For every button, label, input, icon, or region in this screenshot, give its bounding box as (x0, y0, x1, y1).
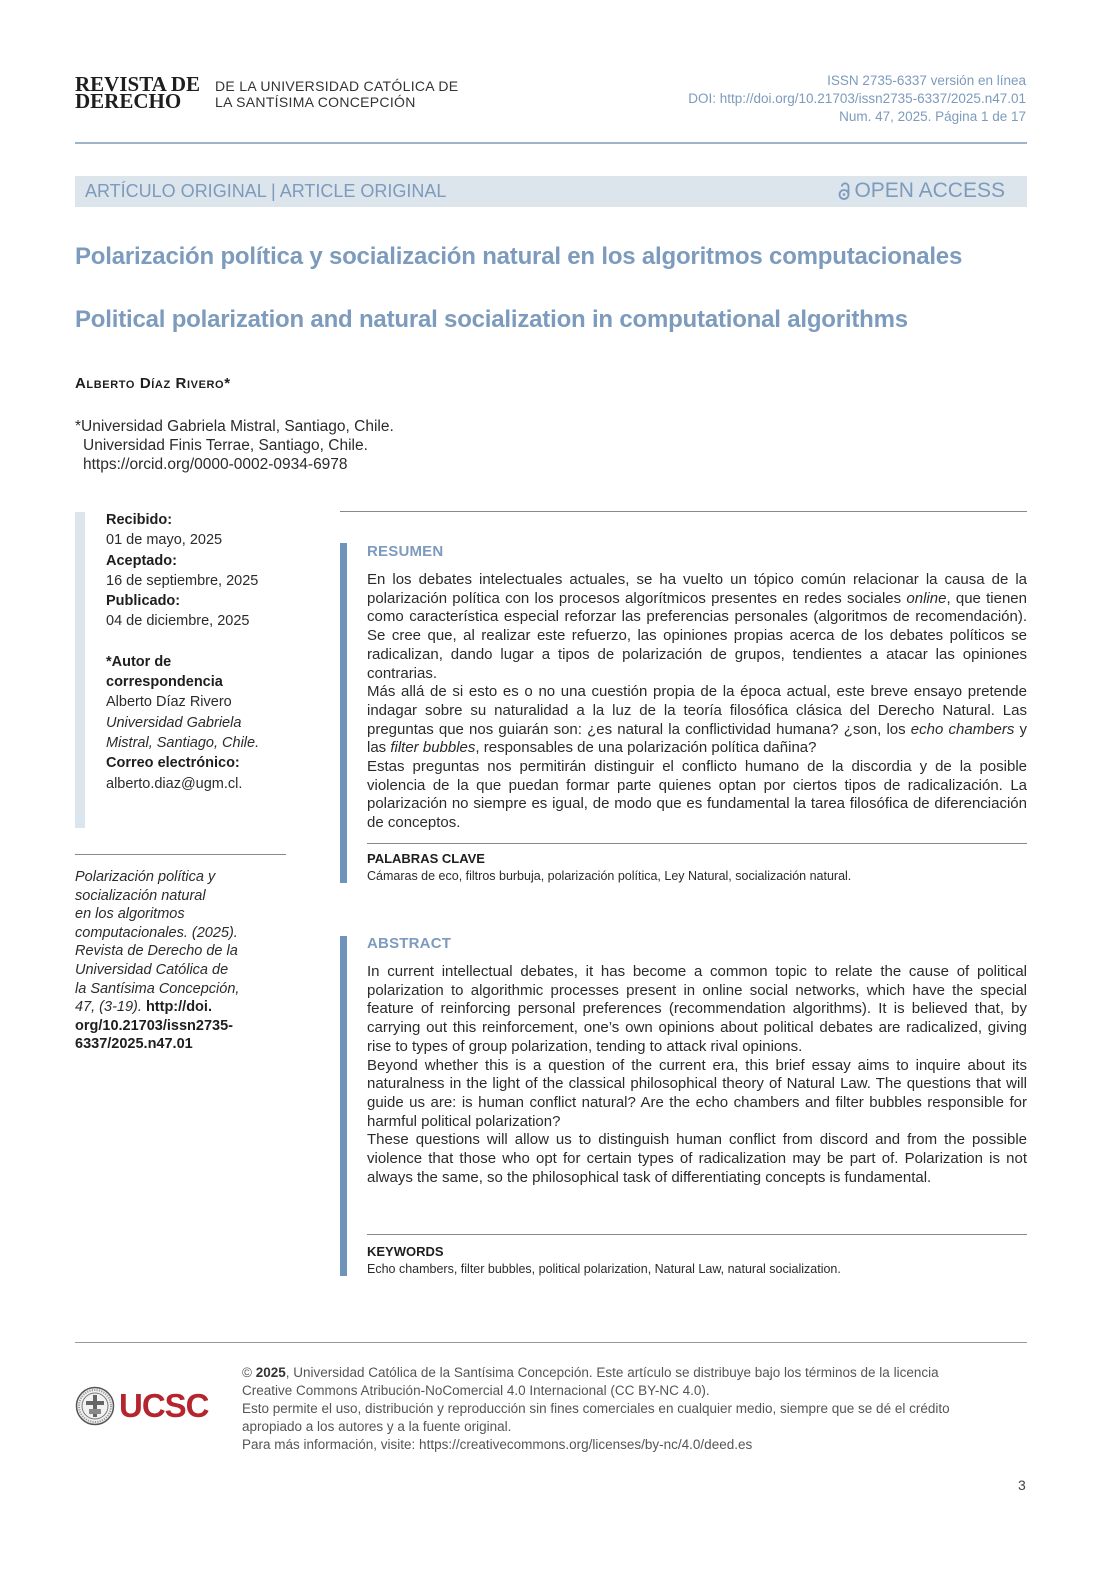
citation-line: en los algoritmos (75, 906, 185, 923)
article-type-band (75, 176, 1027, 207)
article-type: ARTÍCULO ORIGINAL | ARTICLE ORIGINAL (85, 181, 447, 201)
corresponding-label-1: *Autor de (106, 653, 172, 670)
citation-doi-1[interactable]: http://doi. (145, 999, 212, 1016)
palabras-clave-list: Cámaras de eco, filtros burbuja, polarización política, Ley Natural, socialización natural. (367, 869, 852, 883)
published-date: 04 de diciembre, 2025 (106, 613, 250, 630)
author-affiliations (75, 417, 394, 474)
ucsc-logo (75, 1386, 209, 1426)
open-access-text: OPEN ACCESS (854, 179, 1005, 202)
accepted-label: Aceptado: (106, 552, 177, 569)
citation-line: Universidad Católica de (75, 961, 229, 978)
header-divider (75, 142, 1027, 144)
email-link[interactable]: alberto.diaz@ugm.cl. (106, 775, 243, 792)
keywords-divider (367, 1234, 1027, 1235)
journal-name-line1: REVISTA DE (75, 72, 201, 96)
abstract-paragraph-1: In current intellectual debates, it has become a common topic to relate the cause of political polarization to algorithmic processes present in online social networks, which have the special feature of reinforcing personal preferences (recommendation algorithms). It is believed that, by carrying out this reinforcement, one’s own opinions about political debates are radicalized, giving rise to types of group polarization, tending to attack rival opinions. (367, 963, 1027, 1055)
copyright-symbol: © (242, 1365, 252, 1380)
abstract-heading: ABSTRACT (367, 935, 452, 952)
affiliation-2: Universidad Finis Terrae, Santiago, Chile. (83, 437, 368, 454)
resumen-accent-bar (340, 543, 347, 883)
citation-line: socialización natural (75, 887, 206, 904)
issn-block (688, 72, 1026, 126)
corresponding-affil-1: Universidad Gabriela (106, 714, 242, 731)
resumen-paragraph-1: En los debates intelectuales actuales, se ha vuelto un tópico común relacionar la causa de la polarización política con los procesos algorítmicos presentes en redes sociales online, que tienen como característica especial reforzar las preferencias personales (algoritmos de recomendación). Se cree que, al realizar este refuerzo, las opiniones propias acerca de los debates políticos se radicalizan, dando lugar a tipos de polarización de grupos, tendientes a atacar las opiniones contrarias. (367, 571, 1027, 682)
license-line-3: Esto permite el uso, distribución y reproducción sin fines comerciales en cualquier medio, siempre que se dé el crédito (242, 1401, 950, 1416)
corresponding-affil-2: Mistral, Santiago, Chile. (106, 734, 260, 751)
license-line-2: Creative Commons Atribución-NoComercial 4.0 Internacional (CC BY-NC 4.0). (242, 1383, 710, 1398)
resumen-body (367, 571, 1027, 833)
journal-sub-line2: LA SANTÍSIMA CONCEPCIÓN (215, 94, 416, 110)
open-lock-icon (838, 182, 850, 201)
citation-line: computacionales. (2025). (75, 924, 238, 941)
title-spanish: Polarización política y socialización natural en los algoritmos computacionales (75, 243, 963, 270)
citation-block (75, 868, 290, 1054)
abstract-accent-bar (340, 936, 347, 1276)
citation-doi-3[interactable]: 6337/2025.n47.01 (75, 1036, 193, 1053)
open-access-label (838, 179, 1005, 203)
issue-info: Num. 47, 2025. Página 1 de 17 (839, 109, 1026, 124)
issn: ISSN 2735-6337 versión en línea (827, 73, 1026, 88)
title-english: Political polarization and natural socialization in computational algorithms (75, 306, 908, 333)
abstract-paragraph-2: Beyond whether this is a question of the current era, this brief essay aims to inquire about its naturalness in the light of the classical philosophical theory of Natural Law. The questions that will guide us are: is human conflict natural? Are the echo chambers and filter bubbles responsible for harmful political polarization? (367, 1056, 1027, 1130)
copyright-year: 2025 (255, 1365, 286, 1380)
citation-line: la Santísima Concepción, (75, 980, 240, 997)
page-number: 3 (1018, 1477, 1026, 1493)
palabras-clave-divider (367, 843, 1027, 844)
email-label: Correo electrónico: (106, 755, 240, 772)
resumen-paragraph-3: Estas preguntas nos permitirán distinguir el conflicto humano de la discordia y de la posible violencia de la que puedan formar parte quienes optan por ciertos tipos de radicalización. La polarización no siempre es igual, de modo que es fundamental la tarea filosófica de diferenciación de conceptos. (367, 758, 1027, 832)
orcid-link[interactable]: https://orcid.org/0000-0002-0934-6978 (83, 456, 348, 473)
received-date: 01 de mayo, 2025 (106, 532, 223, 549)
article-dates (106, 510, 296, 794)
license-link[interactable]: Para más información, visite: https://creativecommons.org/licenses/by-nc/4.0/deed.es (242, 1437, 753, 1452)
resumen-paragraph-2: Más allá de si esto es o no una cuestión propia de la época actual, este breve ensayo pretende indagar sobre su naturalidad a la luz de la teoría filosófica clásica del Derecho Natural. Las preguntas que nos guiarán son: ¿es natural la conflictividad humana? ¿son, los echo chambers y las filter bubbles, responsables de una polarización política dañina? (367, 683, 1027, 757)
license-notice (242, 1364, 1032, 1454)
ucsc-wordmark: UCSC (119, 1387, 209, 1424)
citation-doi-2[interactable]: org/10.21703/issn2735- (75, 1017, 233, 1034)
citation-line: Revista de Derecho de la (75, 943, 238, 960)
journal-name-line2: DERECHO (75, 89, 182, 113)
journal-sub-line1: DE LA UNIVERSIDAD CATÓLICA DE (215, 78, 459, 94)
affiliation-1: *Universidad Gabriela Mistral, Santiago, Chile. (75, 418, 394, 435)
abstract-body (367, 963, 1027, 1187)
meta-sidebar-bar (75, 512, 85, 828)
author-name: Alberto Díaz Rivero* (75, 375, 231, 392)
university-seal-icon (75, 1386, 115, 1426)
corresponding-label-2: correspondencia (106, 674, 223, 691)
corresponding-name: Alberto Díaz Rivero (106, 694, 232, 711)
journal-subtitle (215, 78, 458, 110)
palabras-clave-heading: PALABRAS CLAVE (367, 851, 485, 866)
received-label: Recibido: (106, 512, 173, 528)
keywords-list: Echo chambers, filter bubbles, political polarization, Natural Law, natural socialization. (367, 1262, 841, 1276)
citation-line: Polarización política y (75, 869, 216, 885)
accepted-date: 16 de septiembre, 2025 (106, 572, 259, 589)
resumen-heading: RESUMEN (367, 543, 444, 560)
license-line-4: apropiado a los autores y a la fuente original. (242, 1419, 512, 1434)
doi-link[interactable]: DOI: http://doi.org/10.21703/issn2735-6337/2025.n47.01 (688, 91, 1026, 106)
abstract-paragraph-3: These questions will allow us to distinguish human conflict from discord and from the possible violence that those who opt for certain types of radicalization may be part of. Polarization is not always the same, so the philosophical task of differentiating concepts is fundamental. (367, 1131, 1027, 1186)
keywords-heading: KEYWORDS (367, 1244, 444, 1259)
citation-volume: 47, (3-19). (75, 999, 142, 1016)
citation-divider (75, 854, 286, 855)
abstract-top-divider (340, 511, 1027, 512)
footer-divider (75, 1342, 1027, 1343)
license-line-1: , Universidad Católica de la Santísima Concepción. Este artículo se distribuye bajo los términos de la licencia (285, 1365, 939, 1380)
journal-logo (75, 72, 201, 113)
published-label: Publicado: (106, 593, 181, 610)
